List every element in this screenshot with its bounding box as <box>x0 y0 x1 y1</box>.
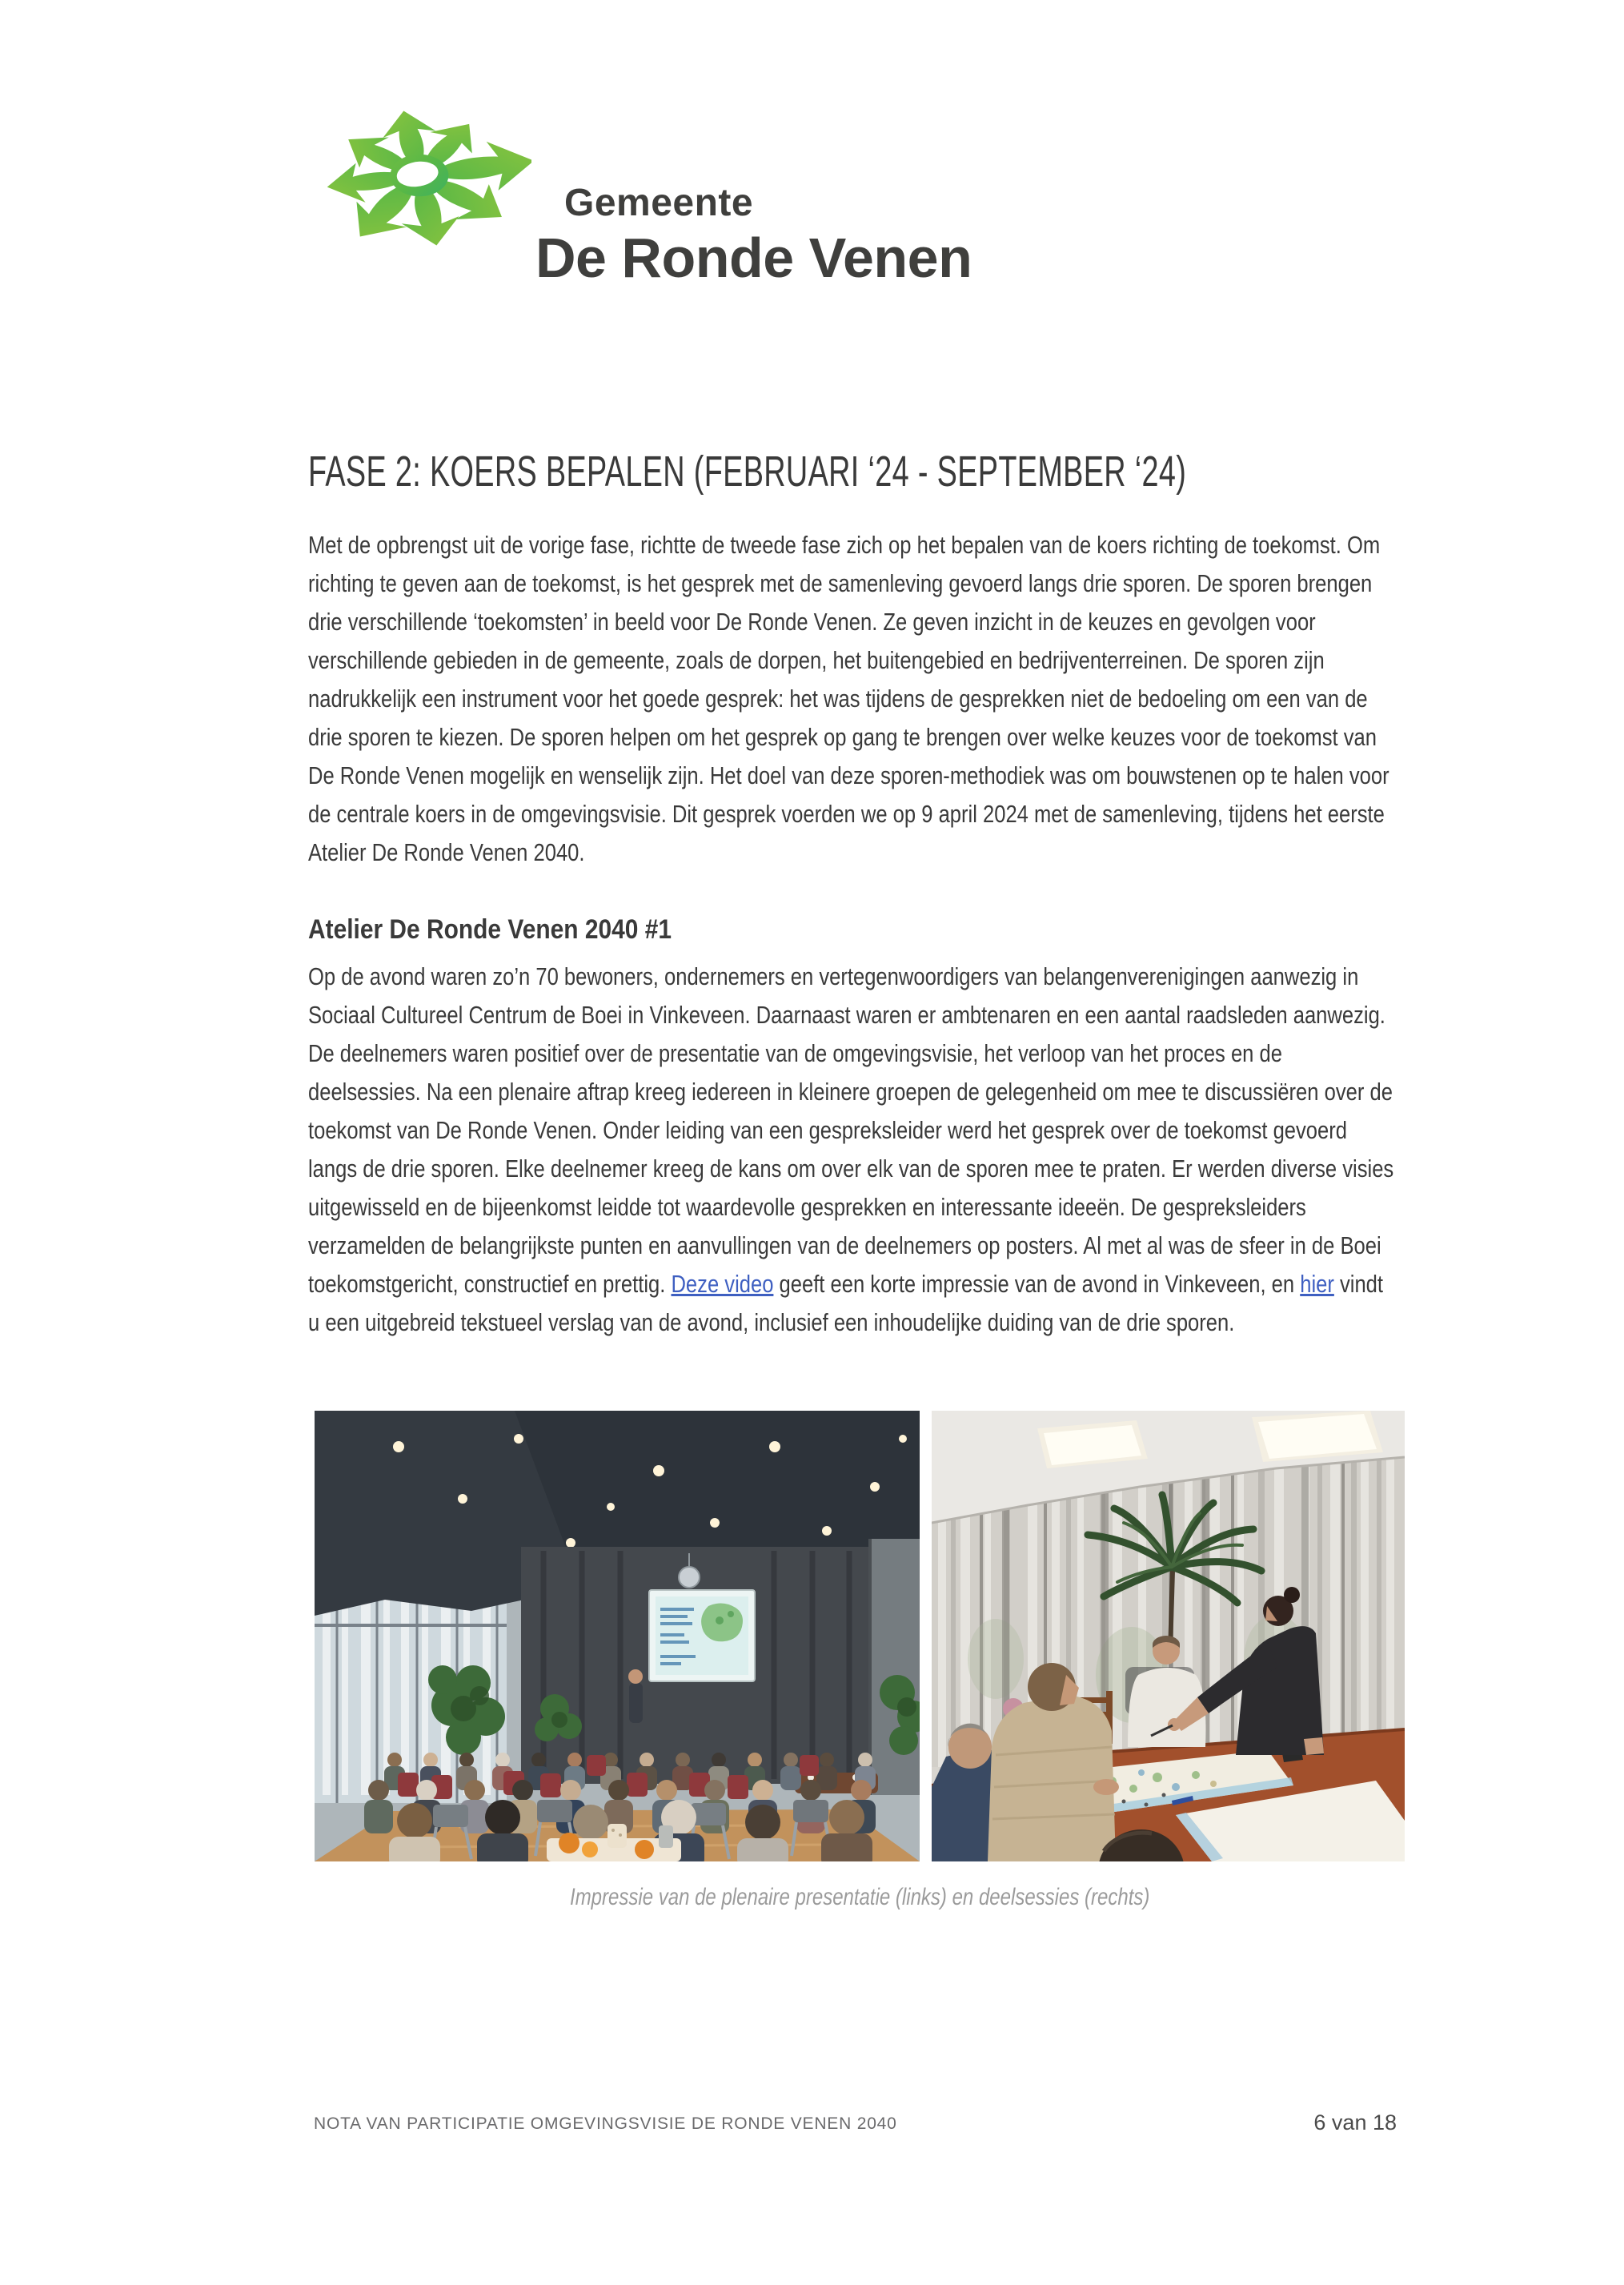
gemeente-logo <box>307 94 531 256</box>
photo-plenary-presentation <box>315 1411 920 1861</box>
section-subheading: Atelier De Ronde Venen 2040 #1 <box>308 914 672 945</box>
report-link[interactable]: hier <box>1300 1270 1334 1298</box>
footer-doc-title: NOTA VAN PARTICIPATIE OMGEVINGSVISIE DE RONDE VENEN 2040 <box>314 2114 897 2133</box>
intro-paragraph: Met de opbrengst uit de vorige fase, richtte de tweede fase zich op het bepalen van de koers richting de toekomst. Om richting te geven aan de toekomst, is het gesprek met de samenleving gevoerd langs drie sporen. De sporen brengen drie verschillende ‘toekomsten’ in beeld voor De Ronde Venen. Ze geven inzicht in de keuzes en gevolgen voor verschillende gebieden in de gemeente, zoals de dorpen, het buitengebied en bedrijventerreinen. De sporen zijn nadrukkelijk een instrument voor het goede gesprek: het was tijdens de gesprekken niet de bedoeling om een van de drie sporen te kiezen. De sporen helpen om het gesprek op gang te brengen over welke keuzes voor de toekomst van De Ronde Venen mogelijk en wenselijk zijn. Het doel van deze sporen-methodiek was om bouwstenen op te halen voor de centrale koers in de omgevingsvisie. Dit gesprek voerden we op 9 april 2024 met de samenleving, tijdens het eerste Atelier De Ronde Venen 2040. <box>308 531 1389 866</box>
arrows-star-icon <box>307 94 531 256</box>
session-paragraph-text: Op de avond waren zo’n 70 bewoners, ondernemers en vertegenwoordigers van belangenverenigingen aanwezig in Sociaal Cultureel Centrum de Boei in Vinkeveen. Daarnaast waren er ambtenaren en een aantal raadsleden aanwezig. De deelnemers waren positief over de presentatie van de omgevingsvisie, het verloop van het proces en de deelsessies. Na een plenaire aftrap kreeg iedereen in kleinere groepen de gelegenheid om mee te discussiëren over de toekomst van De Ronde Venen. Onder leiding van een gespreksleider werd het gesprek over de toekomst gevoerd langs de drie sporen. Elke deelnemer kreeg de kans om over elk van de sporen mee te praten. Er werden diverse visies uitgewisseld en de bijeenkomst leidde tot waardevolle gesprekken en interessante ideeën. De gespreksleiders verzamelden de belangrijkste punten en aanvullingen van de deelnemers op posters. Al met al was de sfeer in de Boei toekomstgericht, constructief en prettig. <box>308 962 1394 1298</box>
logo-org-name: De Ronde Venen <box>535 227 972 289</box>
session-paragraph-text: geeft een korte impressie van de avond in Vinkeveen, en <box>773 1270 1301 1298</box>
footer-page-number: 6 van 18 <box>1313 2110 1397 2134</box>
session-paragraph-text: vindt u een uitgebreid tekstueel verslag van de avond, inclusief een inhoudelijke duiding van de drie sporen. <box>308 1270 1384 1336</box>
photo-breakout-session <box>932 1411 1405 1861</box>
logo-org-label: Gemeente <box>564 182 754 224</box>
video-link[interactable]: Deze video <box>671 1270 774 1298</box>
photo-caption: Impressie van de plenaire presentatie (links) en deelsessies (rechts) <box>570 1884 1150 1910</box>
session-paragraph <box>308 958 1397 1342</box>
page-heading: FASE 2: KOERS BEPALEN (FEBRUARI ‘24 - SEPTEMBER ‘24) <box>308 448 1187 496</box>
